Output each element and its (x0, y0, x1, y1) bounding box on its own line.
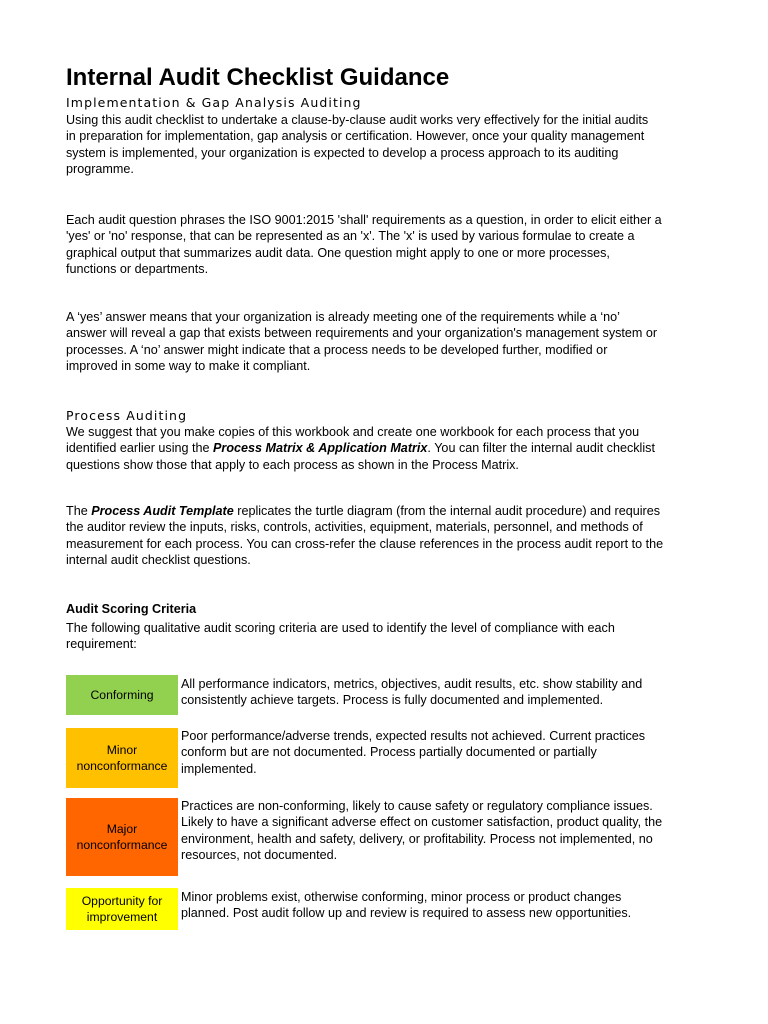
section-heading-implementation: Implementation & Gap Analysis Auditing (66, 95, 362, 110)
text-line: 'yes' or 'no' response, that can be represented as an 'x'. The 'x' is used by various formulae to create a (66, 229, 635, 244)
criterion-badge-major-nonconformance (66, 798, 178, 876)
text-line (66, 440, 655, 456)
text-segment: The (66, 504, 92, 518)
text-line: consistently achieve targets. Process is fully documented and implemented. (181, 693, 604, 708)
text-line: the auditor review the inputs, risks, controls, activities, equipment, materials, personnel, and methods of (66, 520, 643, 535)
text-line: Using this audit checklist to undertake a clause-by-clause audit works very effectively for the initial audits (66, 113, 649, 127)
text-line: internal audit checklist questions. (66, 553, 251, 568)
criterion-description-opportunity-for-improvement (181, 889, 631, 922)
text-line: Likely to have a significant adverse effect on customer satisfaction, product quality, the (181, 815, 663, 830)
section-heading-process-auditing: Process Auditing (66, 408, 188, 423)
paragraph-initial-audits (66, 112, 648, 178)
text-line: functions or departments. (66, 262, 209, 277)
text-line: Minor problems exist, otherwise conforming, minor process or product changes (181, 890, 622, 904)
criterion-label: Major (106, 822, 138, 836)
text-line: requirement: (66, 637, 137, 652)
paragraph-audit-questions (66, 212, 662, 278)
text-line: system is implemented, your organization is expected to develop a process approach to its auditing (66, 145, 619, 160)
criterion-badge-opportunity-for-improvement (66, 888, 178, 930)
text-line: planned. Post audit follow up and review is required to assess new opportunities. (181, 906, 632, 921)
criterion-label: nonconformance (76, 759, 168, 773)
text-line: Each audit question phrases the ISO 9001:2015 'shall' requirements as a question, in order to elicit either a (66, 213, 662, 227)
paragraph-yes-no-answers (66, 309, 657, 375)
criterion-label: Conforming (90, 688, 154, 702)
text-line: improved in some way to make it compliant. (66, 359, 311, 374)
text-line: graphical output that summarizes audit data. One question might apply to one or more processes, (66, 245, 610, 260)
criterion-description-conforming (181, 676, 642, 709)
criterion-badge-minor-nonconformance (66, 728, 178, 788)
text-segment: . You can filter the internal audit checklist (427, 441, 655, 456)
text-line: Poor performance/adverse trends, expected results not achieved. Current practices (181, 729, 646, 743)
criterion-description-major-nonconformance (181, 798, 662, 864)
text-line (66, 503, 663, 519)
paragraph-workbook-copies (66, 424, 655, 473)
paragraph-scoring-intro (66, 620, 615, 653)
text-line: measurement for each process. You can cross-refer the clause references in the process audit report to the (66, 536, 664, 551)
paragraph-process-audit-template (66, 503, 663, 569)
emphasis-process-matrix: Process Matrix & Application Matrix (213, 441, 428, 456)
criterion-label: Minor (106, 743, 138, 757)
text-line: The following qualitative audit scoring criteria are used to identify the level of compliance with each (66, 621, 615, 635)
text-line: questions show those that apply to each process as shown in the Process Matrix. (66, 457, 519, 472)
section-heading-audit-scoring-criteria: Audit Scoring Criteria (66, 602, 197, 616)
text-line: A ‘yes’ answer means that your organization is already meeting one of the requirements while a ‘no’ (66, 310, 620, 324)
text-line: environment, health and safety, delivery, or profitability. Process not implemented, no (181, 831, 653, 846)
text-line: We suggest that you make copies of this workbook and create one workbook for each process that you (66, 425, 640, 439)
criterion-label: improvement (86, 910, 158, 924)
text-line: answer will reveal a gap that exists between requirements and your organization's management system or (66, 326, 658, 341)
criterion-label: Opportunity for (81, 894, 163, 908)
text-line: programme. (66, 162, 134, 177)
text-line: conform but are not documented. Process partially documented or partially (181, 745, 597, 760)
page-title: Internal Audit Checklist Guidance (66, 64, 450, 91)
text-line: All performance indicators, metrics, objectives, audit results, etc. show stability and (181, 677, 643, 691)
text-line: Practices are non-conforming, likely to cause safety or regulatory compliance issues. (181, 799, 653, 813)
criterion-label: nonconformance (76, 838, 168, 852)
criterion-description-minor-nonconformance (181, 728, 645, 777)
text-line: in preparation for implementation, gap analysis or certification. However, once your quality management (66, 129, 645, 144)
text-line: resources, not documented. (181, 848, 338, 863)
emphasis-process-audit-template: Process Audit Template (91, 504, 234, 518)
criterion-badge-conforming (66, 675, 178, 715)
text-line: processes. A ‘no’ answer might indicate that a process needs to be developed further, modified or (66, 342, 608, 357)
text-segment: identified earlier using the (66, 441, 214, 456)
text-segment: replicates the turtle diagram (from the internal audit procedure) and requires (233, 504, 661, 518)
text-line: implemented. (181, 761, 257, 776)
